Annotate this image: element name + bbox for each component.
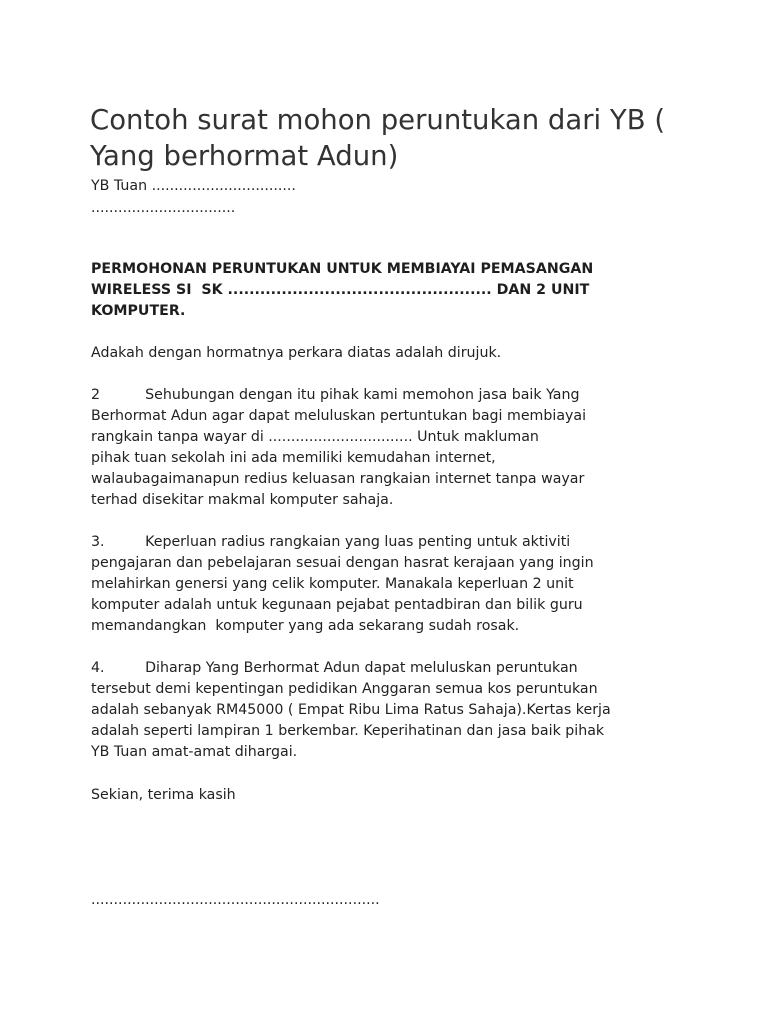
- salutation-line-1: YB Tuan ................................: [91, 178, 296, 194]
- closing-line: Sekian, terima kasih: [91, 787, 236, 803]
- signature-line: ................................................................: [91, 892, 380, 908]
- paragraph-4-line-4: adalah seperti lampiran 1 berkembar. Keperihatinan dan jasa baik pihak: [91, 723, 605, 739]
- paragraph-1-line-1: Adakah dengan hormatnya perkara diatas adalah dirujuk.: [91, 345, 502, 361]
- title-line-2: Yang berhormat Adun): [90, 140, 399, 172]
- paragraph-2-line-5: walaubagaimanapun redius keluasan rangkaian internet tanpa wayar: [91, 471, 585, 487]
- subject-line-1: PERMOHONAN PERUNTUKAN UNTUK MEMBIAYAI PEMASANGAN: [91, 261, 594, 277]
- paragraph-2-line-3: rangkain tanpa wayar di ................................ Untuk makluman: [91, 429, 539, 445]
- paragraph-2-line-6: terhad disekitar makmal komputer sahaja.: [91, 492, 394, 508]
- paragraph-3-line-5: memandangkan komputer yang ada sekarang sudah rosak.: [91, 618, 520, 634]
- title-line-1: Contoh surat mohon peruntukan dari YB (: [90, 104, 666, 136]
- salutation-line-2: ................................: [91, 200, 236, 216]
- paragraph-2-line-1: 2 Sehubungan dengan itu pihak kami memohon jasa baik Yang: [91, 387, 580, 403]
- paragraph-2-line-4: pihak tuan sekolah ini ada memiliki kemudahan internet,: [91, 450, 496, 466]
- paragraph-4-line-3: adalah sebanyak RM45000 ( Empat Ribu Lima Ratus Sahaja).Kertas kerja: [91, 702, 611, 718]
- paragraph-3-line-1: 3. Keperluan radius rangkaian yang luas penting untuk aktiviti: [91, 534, 571, 550]
- document-title: [90, 102, 710, 174]
- paragraph-4-line-1: 4. Diharap Yang Berhormat Adun dapat meluluskan peruntukan: [91, 660, 578, 676]
- paragraph-3-line-3: melahirkan genersi yang celik komputer. Manakala keperluan 2 unit: [91, 576, 574, 592]
- paragraph-3-line-4: komputer adalah untuk kegunaan pejabat pentadbiran dan bilik guru: [91, 597, 583, 613]
- paragraph-4-line-2: tersebut demi kepentingan pedidikan Anggaran semua kos peruntukan: [91, 681, 598, 697]
- paragraph-3-line-2: pengajaran dan pebelajaran sesuai dengan hasrat kerajaan yang ingin: [91, 555, 594, 571]
- subject-line-2: WIRELESS SI SK ................................................. DAN 2 UNIT: [91, 282, 590, 298]
- paragraph-2-line-2: Berhormat Adun agar dapat meluluskan pertuntukan bagi membiayai: [91, 408, 587, 424]
- subject-line-3: KOMPUTER.: [91, 303, 186, 319]
- paragraph-4-line-5: YB Tuan amat-amat dihargai.: [91, 744, 298, 760]
